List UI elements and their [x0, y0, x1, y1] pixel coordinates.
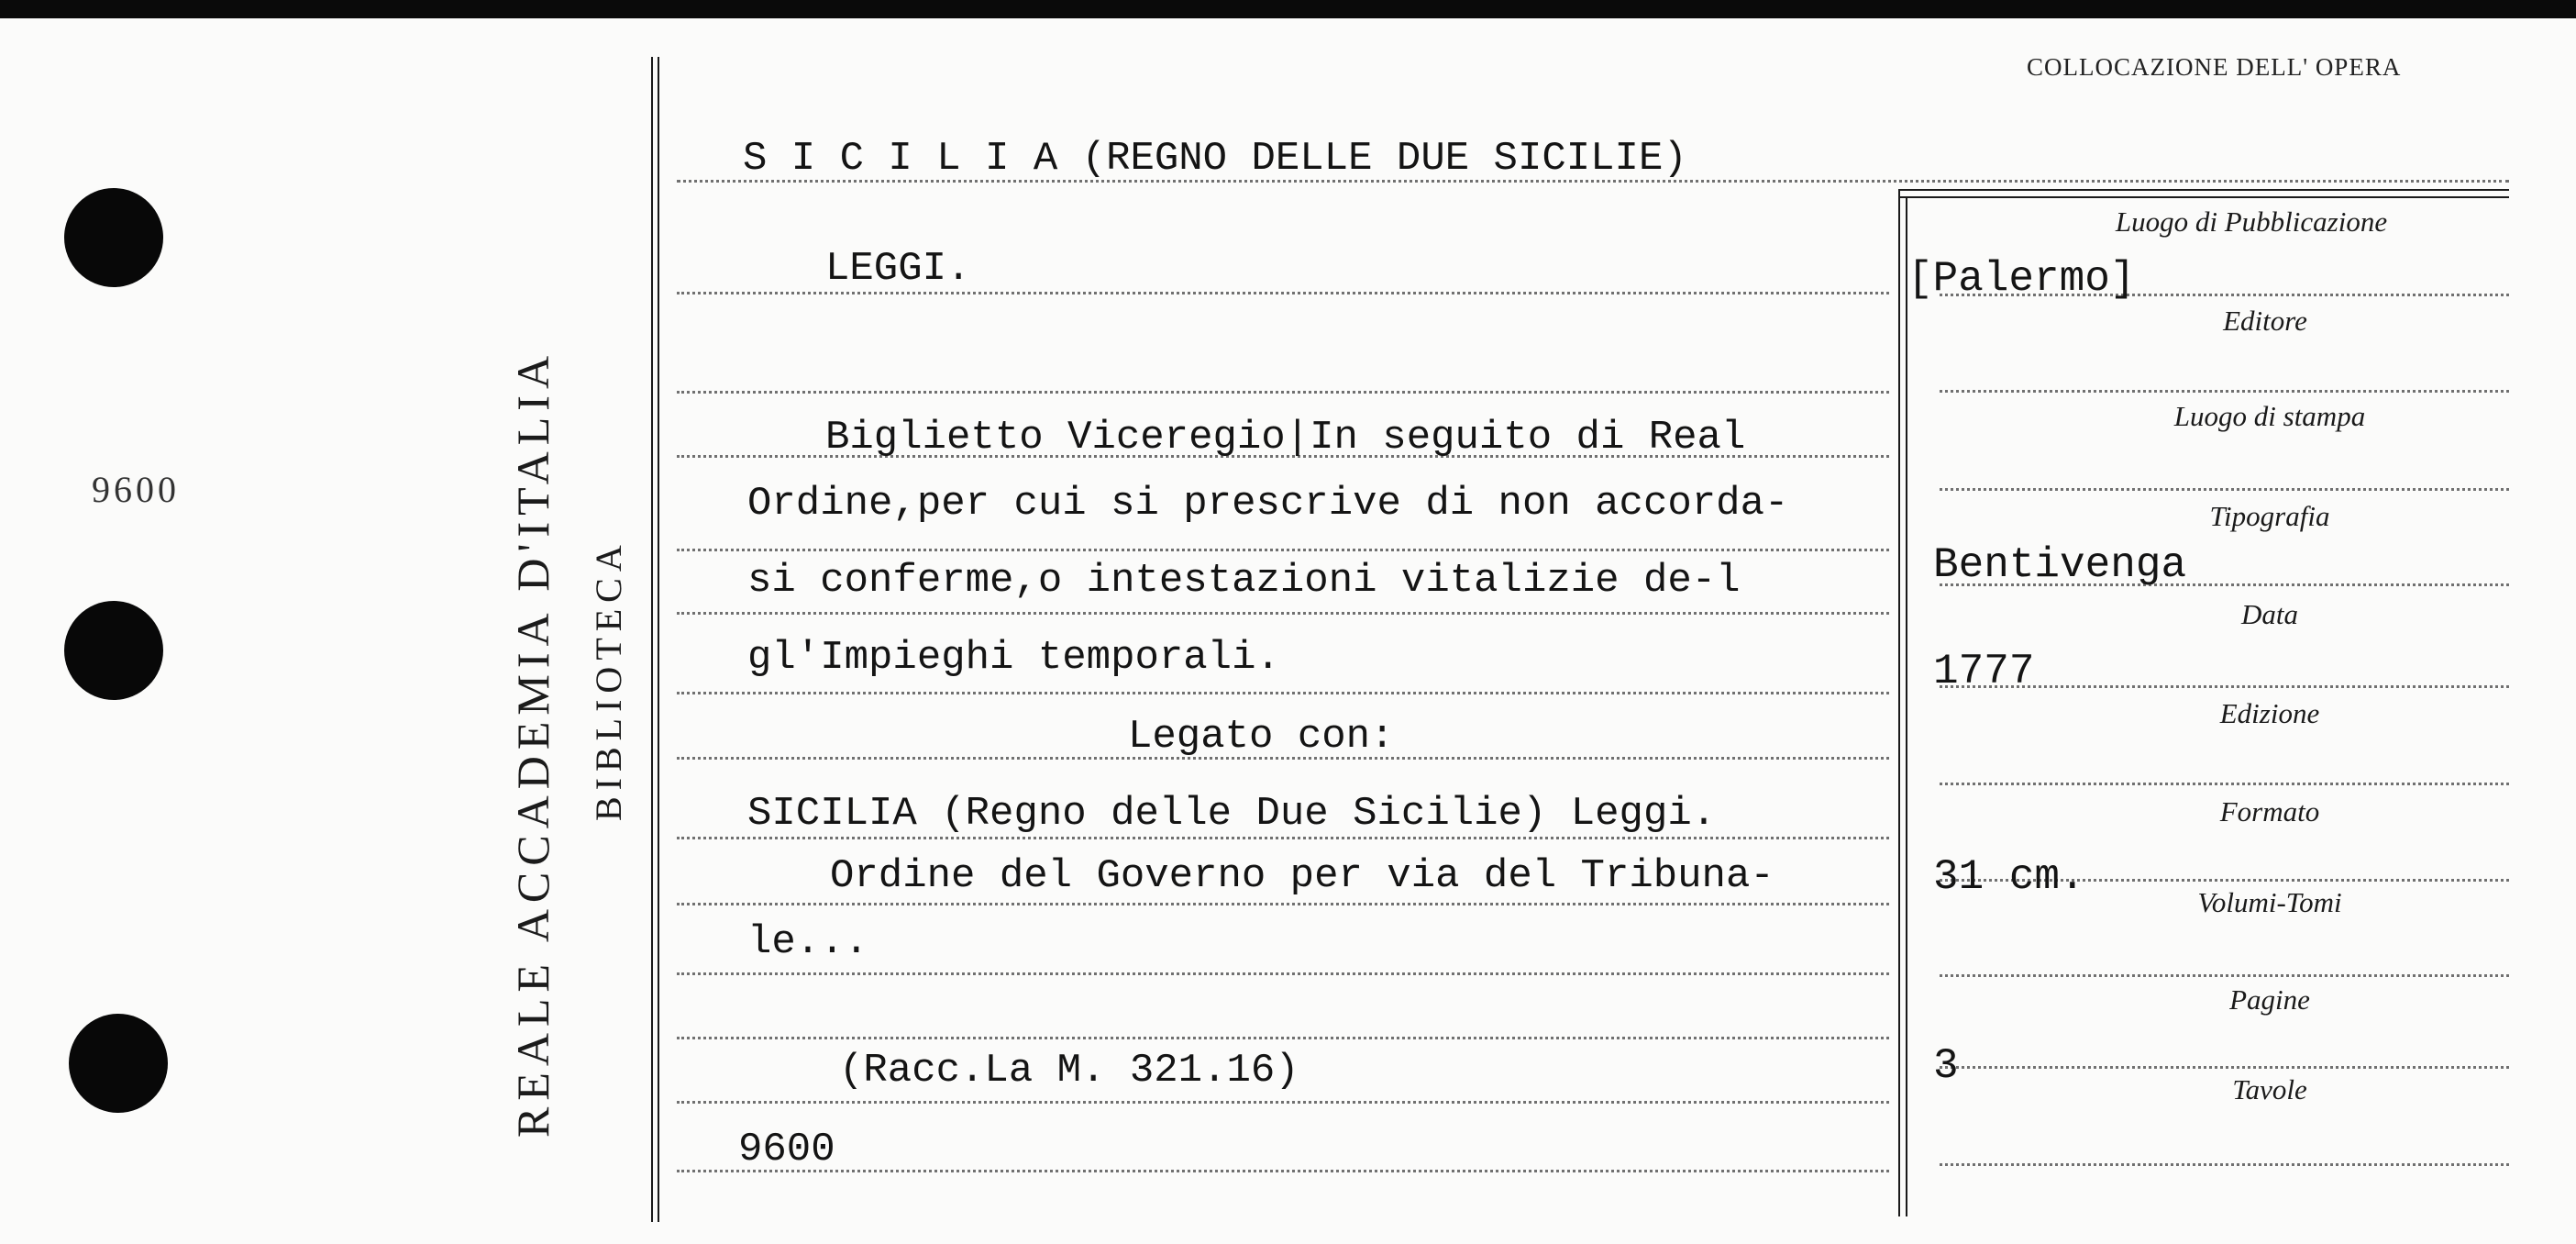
- body-line: Ordine,per cui si prescrive di non accorda-: [747, 481, 1789, 527]
- body-line: Ordine del Governo per via del Tribuna-: [830, 853, 1774, 899]
- ruled-line: [677, 1170, 1889, 1172]
- heading-line: S I C I L I A (REGNO DELLE DUE SICILIE): [743, 136, 1687, 182]
- side-ruled-line: [1940, 1066, 2509, 1069]
- value-data: 1777: [1933, 648, 2035, 695]
- label-luogo-stampa: Luogo di stampa: [2173, 400, 2366, 432]
- value-formato: 31 cm.: [1933, 853, 2085, 901]
- punch-hole-top: [64, 188, 163, 287]
- left-vertical-rule: [651, 57, 653, 1222]
- ruled-line: [677, 837, 1889, 839]
- label-tipografia: Tipografia: [2209, 500, 2330, 532]
- body-line: si conferme,o intestazioni vitalizie de-l: [747, 558, 1741, 604]
- ruled-line: [677, 692, 1889, 694]
- ruled-line: [677, 391, 1889, 394]
- collocazione-header: COLLOCAZIONE DELL' OPERA: [2027, 53, 2402, 81]
- value-pagine: 3: [1933, 1042, 1959, 1090]
- library-label: BIBLIOTECA: [588, 539, 629, 821]
- ruled-line: [677, 292, 1889, 294]
- ruled-line: [677, 903, 1889, 905]
- right-vertical-rule-inner: [1906, 196, 1907, 1216]
- body-line: gl'Impieghi temporali.: [747, 635, 1280, 681]
- bound-with-label: Legato con:: [1128, 714, 1395, 760]
- side-panel-top-rule-inner: [1898, 196, 2509, 198]
- label-volumi-tomi: Volumi-Tomi: [2197, 886, 2342, 918]
- ruled-line: [677, 1101, 1889, 1104]
- label-formato: Formato: [2219, 795, 2320, 827]
- collection-reference: (Racc.La M. 321.16): [839, 1048, 1299, 1094]
- left-vertical-rule-inner: [658, 57, 659, 1222]
- punch-hole-bottom: [69, 1014, 168, 1113]
- side-ruled-line: [1940, 1163, 2509, 1166]
- label-edizione: Edizione: [2219, 697, 2320, 729]
- body-line: Biglietto Viceregio|In seguito di Real: [825, 415, 1746, 461]
- right-vertical-rule: [1898, 189, 1900, 1216]
- label-tavole: Tavole: [2232, 1073, 2307, 1105]
- label-pagine: Pagine: [2229, 983, 2310, 1016]
- label-editore: Editore: [2223, 305, 2307, 337]
- label-luogo-pubblicazione: Luogo di Pubblicazione: [2115, 205, 2388, 238]
- ruled-line: [677, 1037, 1889, 1039]
- value-luogo-pubblicazione: [Palermo]: [1907, 255, 2136, 303]
- ruled-line: [677, 612, 1889, 615]
- punch-hole-middle: [64, 601, 163, 700]
- label-data: Data: [2241, 598, 2298, 630]
- body-line: SICILIA (Regno delle Due Sicilie) Leggi.: [747, 791, 1717, 837]
- side-ruled-line: [1940, 390, 2509, 393]
- body-line: le...: [747, 919, 869, 965]
- subject-line: LEGGI.: [825, 246, 971, 292]
- ruled-line: [677, 972, 1889, 975]
- value-tipografia: Bentivenga: [1933, 541, 2187, 589]
- side-ruled-line: [1940, 783, 2509, 785]
- side-panel-top-rule: [1898, 189, 2509, 191]
- institution-name: REALE ACCADEMIA D'ITALIA: [507, 349, 558, 1138]
- side-ruled-line: [1940, 974, 2509, 977]
- call-number: 9600: [738, 1127, 835, 1172]
- left-margin-number: 9600: [92, 469, 180, 510]
- side-ruled-line: [1940, 488, 2509, 491]
- scan-top-edge: [0, 0, 2576, 18]
- ruled-line: [677, 549, 1889, 551]
